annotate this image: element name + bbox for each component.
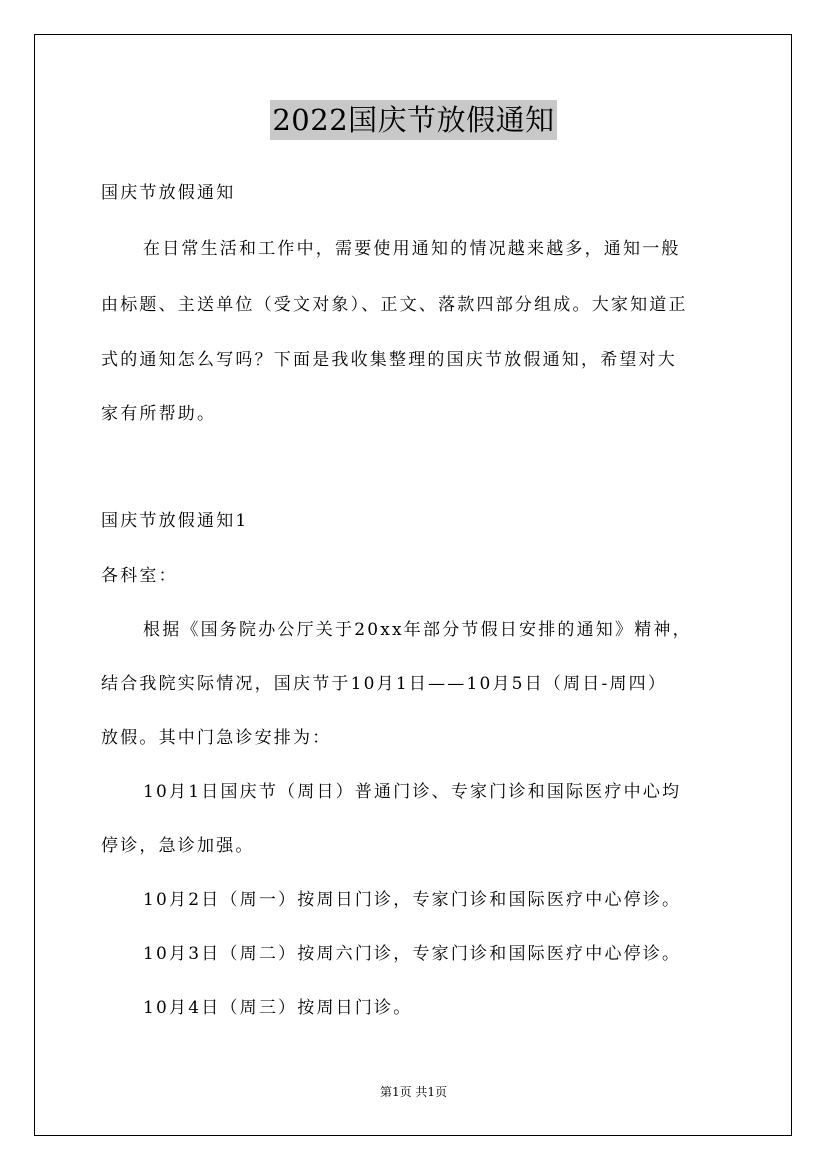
paragraph-line: 结合我院实际情况，国庆节于10月1日——10月5日（周日-周四） [101,674,668,694]
paragraph-line: 在日常生活和工作中，需要使用通知的情况越来越多，通知一般 [143,239,681,259]
paragraph-line: 停诊，急诊加强。 [101,836,255,856]
paragraph-line: 10月3日（周二）按周六门诊，专家门诊和国际医疗中心停诊。 [143,944,682,964]
section-heading: 国庆节放假通知 [101,183,236,203]
paragraph-line: 10月2日（周一）按周日门诊，专家门诊和国际医疗中心停诊。 [143,890,682,910]
salutation: 各科室： [101,566,178,586]
paragraph-line: 式的通知怎么写吗？下面是我收集整理的国庆节放假通知，希望对大 [101,350,677,370]
document-title: 2022国庆节放假通知 [270,100,556,140]
paragraph-line: 放假。其中门急诊安排为： [101,728,332,748]
paragraph-line: 10月4日（周三）按周日门诊。 [143,998,413,1018]
page-footer: 第1页 共1页 [379,1085,448,1099]
paragraph-line: 家有所帮助。 [101,404,217,424]
title-container [0,100,827,140]
paragraph-line: 根据《国务院办公厅关于20xx年部分节假日安排的通知》精神， [143,620,692,640]
paragraph-line: 由标题、主送单位（受文对象）、正文、落款四部分组成。大家知道正 [101,295,688,315]
paragraph-line: 10月1日国庆节（周日）普通门诊、专家门诊和国际医疗中心均 [143,782,682,802]
section-heading: 国庆节放假通知1 [101,511,249,531]
